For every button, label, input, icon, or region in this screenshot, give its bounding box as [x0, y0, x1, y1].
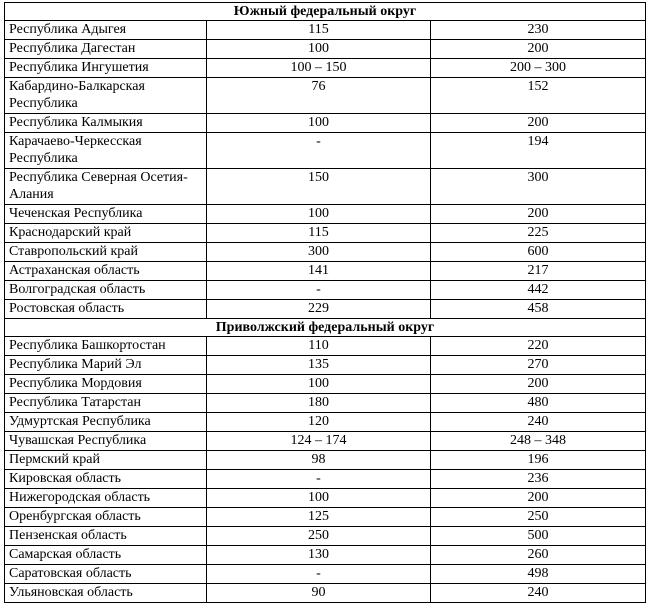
value-1-cell: 124 – 174 [207, 432, 431, 451]
region-name-cell: Удмуртская Республика [5, 413, 207, 432]
section-header-row [5, 3, 646, 21]
value-1-cell: 100 [207, 375, 431, 394]
region-name-cell: Оренбургская область [5, 508, 207, 527]
value-1-cell: 250 [207, 527, 431, 546]
value-2-cell: 236 [431, 470, 646, 489]
table-row [5, 114, 646, 133]
table-row [5, 243, 646, 262]
table-row [5, 78, 646, 114]
table-row [5, 546, 646, 565]
region-name-cell: Чувашская Республика [5, 432, 207, 451]
region-name-cell: Республика Татарстан [5, 394, 207, 413]
value-1-cell: 100 [207, 489, 431, 508]
value-1-cell: 90 [207, 584, 431, 603]
region-name-cell: Самарская область [5, 546, 207, 565]
value-2-cell: 196 [431, 451, 646, 470]
region-name-cell: Ростовская область [5, 300, 207, 319]
section-header-row [5, 319, 646, 337]
value-2-cell: 240 [431, 584, 646, 603]
value-1-cell: 229 [207, 300, 431, 319]
table-row [5, 21, 646, 40]
value-2-cell: 200 [431, 489, 646, 508]
table-row [5, 300, 646, 319]
value-2-cell: 248 – 348 [431, 432, 646, 451]
value-1-cell: - [207, 565, 431, 584]
table-row [5, 584, 646, 603]
value-2-cell: 300 [431, 169, 646, 205]
value-2-cell: 200 – 300 [431, 59, 646, 78]
table-row [5, 169, 646, 205]
table-row [5, 413, 646, 432]
region-name-cell: Республика Дагестан [5, 40, 207, 59]
table-row [5, 59, 646, 78]
region-name-cell: Волгоградская область [5, 281, 207, 300]
region-name-cell: Пермский край [5, 451, 207, 470]
value-1-cell: - [207, 470, 431, 489]
value-2-cell: 200 [431, 205, 646, 224]
table-row [5, 337, 646, 356]
value-2-cell: 152 [431, 78, 646, 114]
value-2-cell: 194 [431, 133, 646, 169]
value-1-cell: 141 [207, 262, 431, 281]
value-2-cell: 220 [431, 337, 646, 356]
value-1-cell: 125 [207, 508, 431, 527]
regions-table [4, 2, 646, 603]
table-row [5, 40, 646, 59]
region-name-cell: Республика Башкортостан [5, 337, 207, 356]
region-name-cell: Нижегородская область [5, 489, 207, 508]
table-row [5, 527, 646, 546]
value-2-cell: 498 [431, 565, 646, 584]
value-1-cell: 76 [207, 78, 431, 114]
table-row [5, 375, 646, 394]
table-row [5, 432, 646, 451]
value-1-cell: 180 [207, 394, 431, 413]
value-1-cell: 115 [207, 224, 431, 243]
value-1-cell: 98 [207, 451, 431, 470]
region-name-cell: Республика Мордовия [5, 375, 207, 394]
value-2-cell: 225 [431, 224, 646, 243]
value-1-cell: 100 – 150 [207, 59, 431, 78]
region-name-cell: Ульяновская область [5, 584, 207, 603]
value-2-cell: 458 [431, 300, 646, 319]
table-row [5, 508, 646, 527]
value-2-cell: 217 [431, 262, 646, 281]
value-2-cell: 260 [431, 546, 646, 565]
value-2-cell: 442 [431, 281, 646, 300]
value-1-cell: 110 [207, 337, 431, 356]
region-name-cell: Республика Северная Осетия-Алания [5, 169, 207, 205]
value-1-cell: 130 [207, 546, 431, 565]
value-1-cell: - [207, 133, 431, 169]
region-name-cell: Республика Адыгея [5, 21, 207, 40]
value-1-cell: - [207, 281, 431, 300]
value-2-cell: 240 [431, 413, 646, 432]
table-row [5, 470, 646, 489]
value-1-cell: 115 [207, 21, 431, 40]
table-row [5, 451, 646, 470]
value-1-cell: 100 [207, 205, 431, 224]
table-row [5, 356, 646, 375]
region-name-cell: Республика Марий Эл [5, 356, 207, 375]
region-name-cell: Кировская область [5, 470, 207, 489]
table-row [5, 565, 646, 584]
region-name-cell: Республика Ингушетия [5, 59, 207, 78]
value-2-cell: 270 [431, 356, 646, 375]
value-2-cell: 200 [431, 375, 646, 394]
value-1-cell: 120 [207, 413, 431, 432]
region-name-cell: Ставропольский край [5, 243, 207, 262]
value-2-cell: 250 [431, 508, 646, 527]
value-2-cell: 500 [431, 527, 646, 546]
table-row [5, 224, 646, 243]
region-name-cell: Краснодарский край [5, 224, 207, 243]
value-2-cell: 480 [431, 394, 646, 413]
value-1-cell: 150 [207, 169, 431, 205]
region-name-cell: Карачаево-Черкесская Республика [5, 133, 207, 169]
region-name-cell: Саратовская область [5, 565, 207, 584]
table-row [5, 262, 646, 281]
value-2-cell: 230 [431, 21, 646, 40]
table-row [5, 133, 646, 169]
region-name-cell: Чеченская Республика [5, 205, 207, 224]
value-1-cell: 300 [207, 243, 431, 262]
table-row [5, 489, 646, 508]
section-title: Южный федеральный округ [5, 3, 646, 21]
value-1-cell: 100 [207, 40, 431, 59]
value-1-cell: 135 [207, 356, 431, 375]
table-row [5, 205, 646, 224]
table-row [5, 394, 646, 413]
value-1-cell: 100 [207, 114, 431, 133]
region-name-cell: Республика Калмыкия [5, 114, 207, 133]
value-2-cell: 200 [431, 40, 646, 59]
value-2-cell: 600 [431, 243, 646, 262]
region-name-cell: Пензенская область [5, 527, 207, 546]
region-name-cell: Астраханская область [5, 262, 207, 281]
region-name-cell: Кабардино-Балкарская Республика [5, 78, 207, 114]
table-body [5, 3, 646, 603]
table-row [5, 281, 646, 300]
section-title: Приволжский федеральный округ [5, 319, 646, 337]
value-2-cell: 200 [431, 114, 646, 133]
